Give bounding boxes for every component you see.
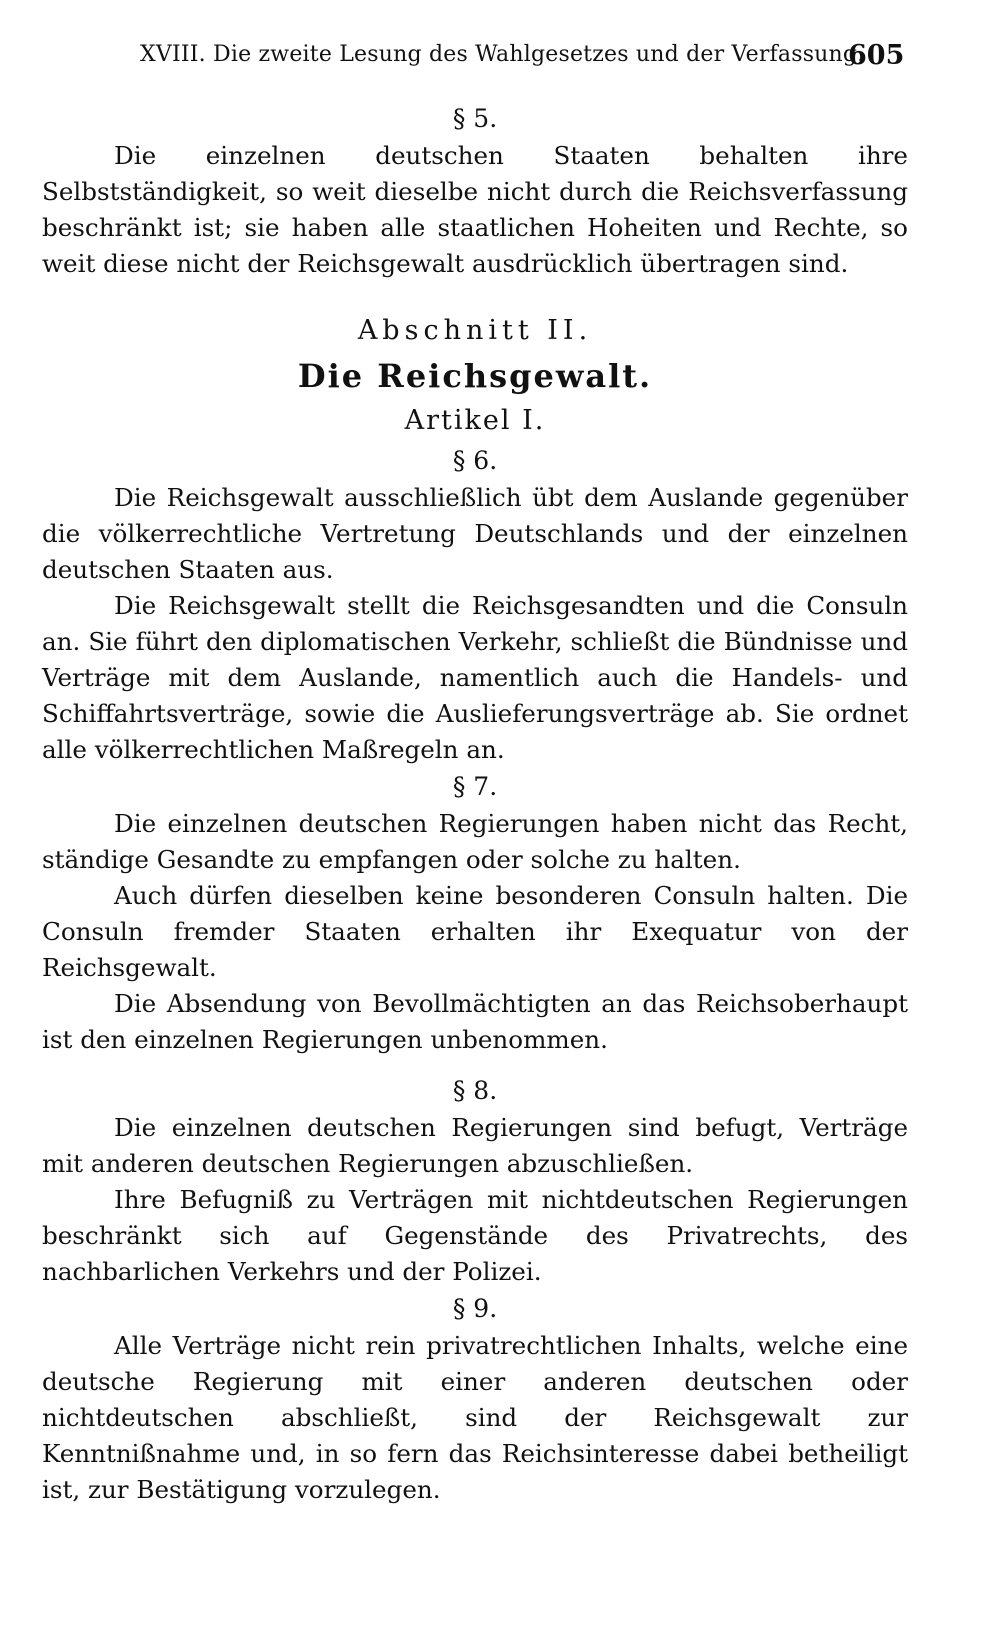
paragraph-s5-1: Die einzelnen deutschen Staaten behalten ihre Selbstständigkeit, so weit dieselbe nicht durch die Reichsverfassung beschränkt ist; sie haben alle staatlichen Hoheiten und Rechte, so weit diese nicht der Reichsgewalt ausdrücklich übertragen sind. <box>42 141 908 278</box>
paragraph-s7-2: Auch dürfen dieselben keine besonderen Consuln halten. Die Consuln fremder Staaten erhalten ihr Exequatur von der Reichsgewalt. <box>42 881 908 982</box>
section-mark-8: § 8. <box>452 1076 498 1105</box>
part-title: Die Reichsgewalt. <box>297 357 653 395</box>
paragraph-s7-3: Die Absendung von Bevollmächtigten an das Reichsoberhaupt ist den einzelnen Regierungen unbenommen. <box>42 989 908 1054</box>
paragraph-s9-1: Alle Verträge nicht rein privatrechtlichen Inhalts, welche eine deutsche Regierung mit einer anderen deutschen oder nichtdeutschen abschließt, sind der Reichsgewalt zur Kenntnißnahme und, in so fern das Reichsinteresse dabei betheiligt ist, zur Bestätigung vorzulegen. <box>42 1331 908 1504</box>
section-mark-5: § 5. <box>452 104 498 133</box>
page-number: 605 <box>848 40 905 71</box>
article-heading: Artikel I. <box>404 405 546 436</box>
section-mark-7: § 7. <box>452 772 498 801</box>
paragraph-s6-2: Die Reichsgewalt stellt die Reichsgesandten und die Consuln an. Sie führt den diplomatischen Verkehr, schließt die Bündnisse und Verträge mit dem Auslande, namentlich auch die Handels- und Schiffahrtsverträge, sowie die Auslieferungsverträge ab. Sie ordnet alle völkerrechtlichen Maßregeln an. <box>42 591 908 764</box>
paragraph-s8-1: Die einzelnen deutschen Regierungen sind befugt, Verträge mit anderen deutschen Regierungen abzuschließen. <box>42 1113 908 1178</box>
section-mark-6: § 6. <box>452 446 498 475</box>
paragraph-s7-1: Die einzelnen deutschen Regierungen haben nicht das Recht, ständige Gesandte zu empfangen oder solche zu halten. <box>42 809 908 874</box>
body-text <box>42 100 908 1508</box>
part-heading: Abschnitt II. <box>357 315 593 346</box>
paragraph-s6-1: Die Reichsgewalt ausschließlich übt dem Auslande gegenüber die völkerrechtliche Vertretung Deutschlands und der einzelnen deutschen Staaten aus. <box>42 483 908 584</box>
running-head: XVIII. Die zweite Lesung des Wahlgesetzes und der Verfassung. <box>140 42 865 67</box>
section-mark-9: § 9. <box>452 1294 498 1323</box>
paragraph-s8-2: Ihre Befugniß zu Verträgen mit nichtdeutschen Regierungen beschränkt sich auf Gegenstände des Privatrechts, des nachbarlichen Verkehrs und der Polizei. <box>42 1185 908 1286</box>
